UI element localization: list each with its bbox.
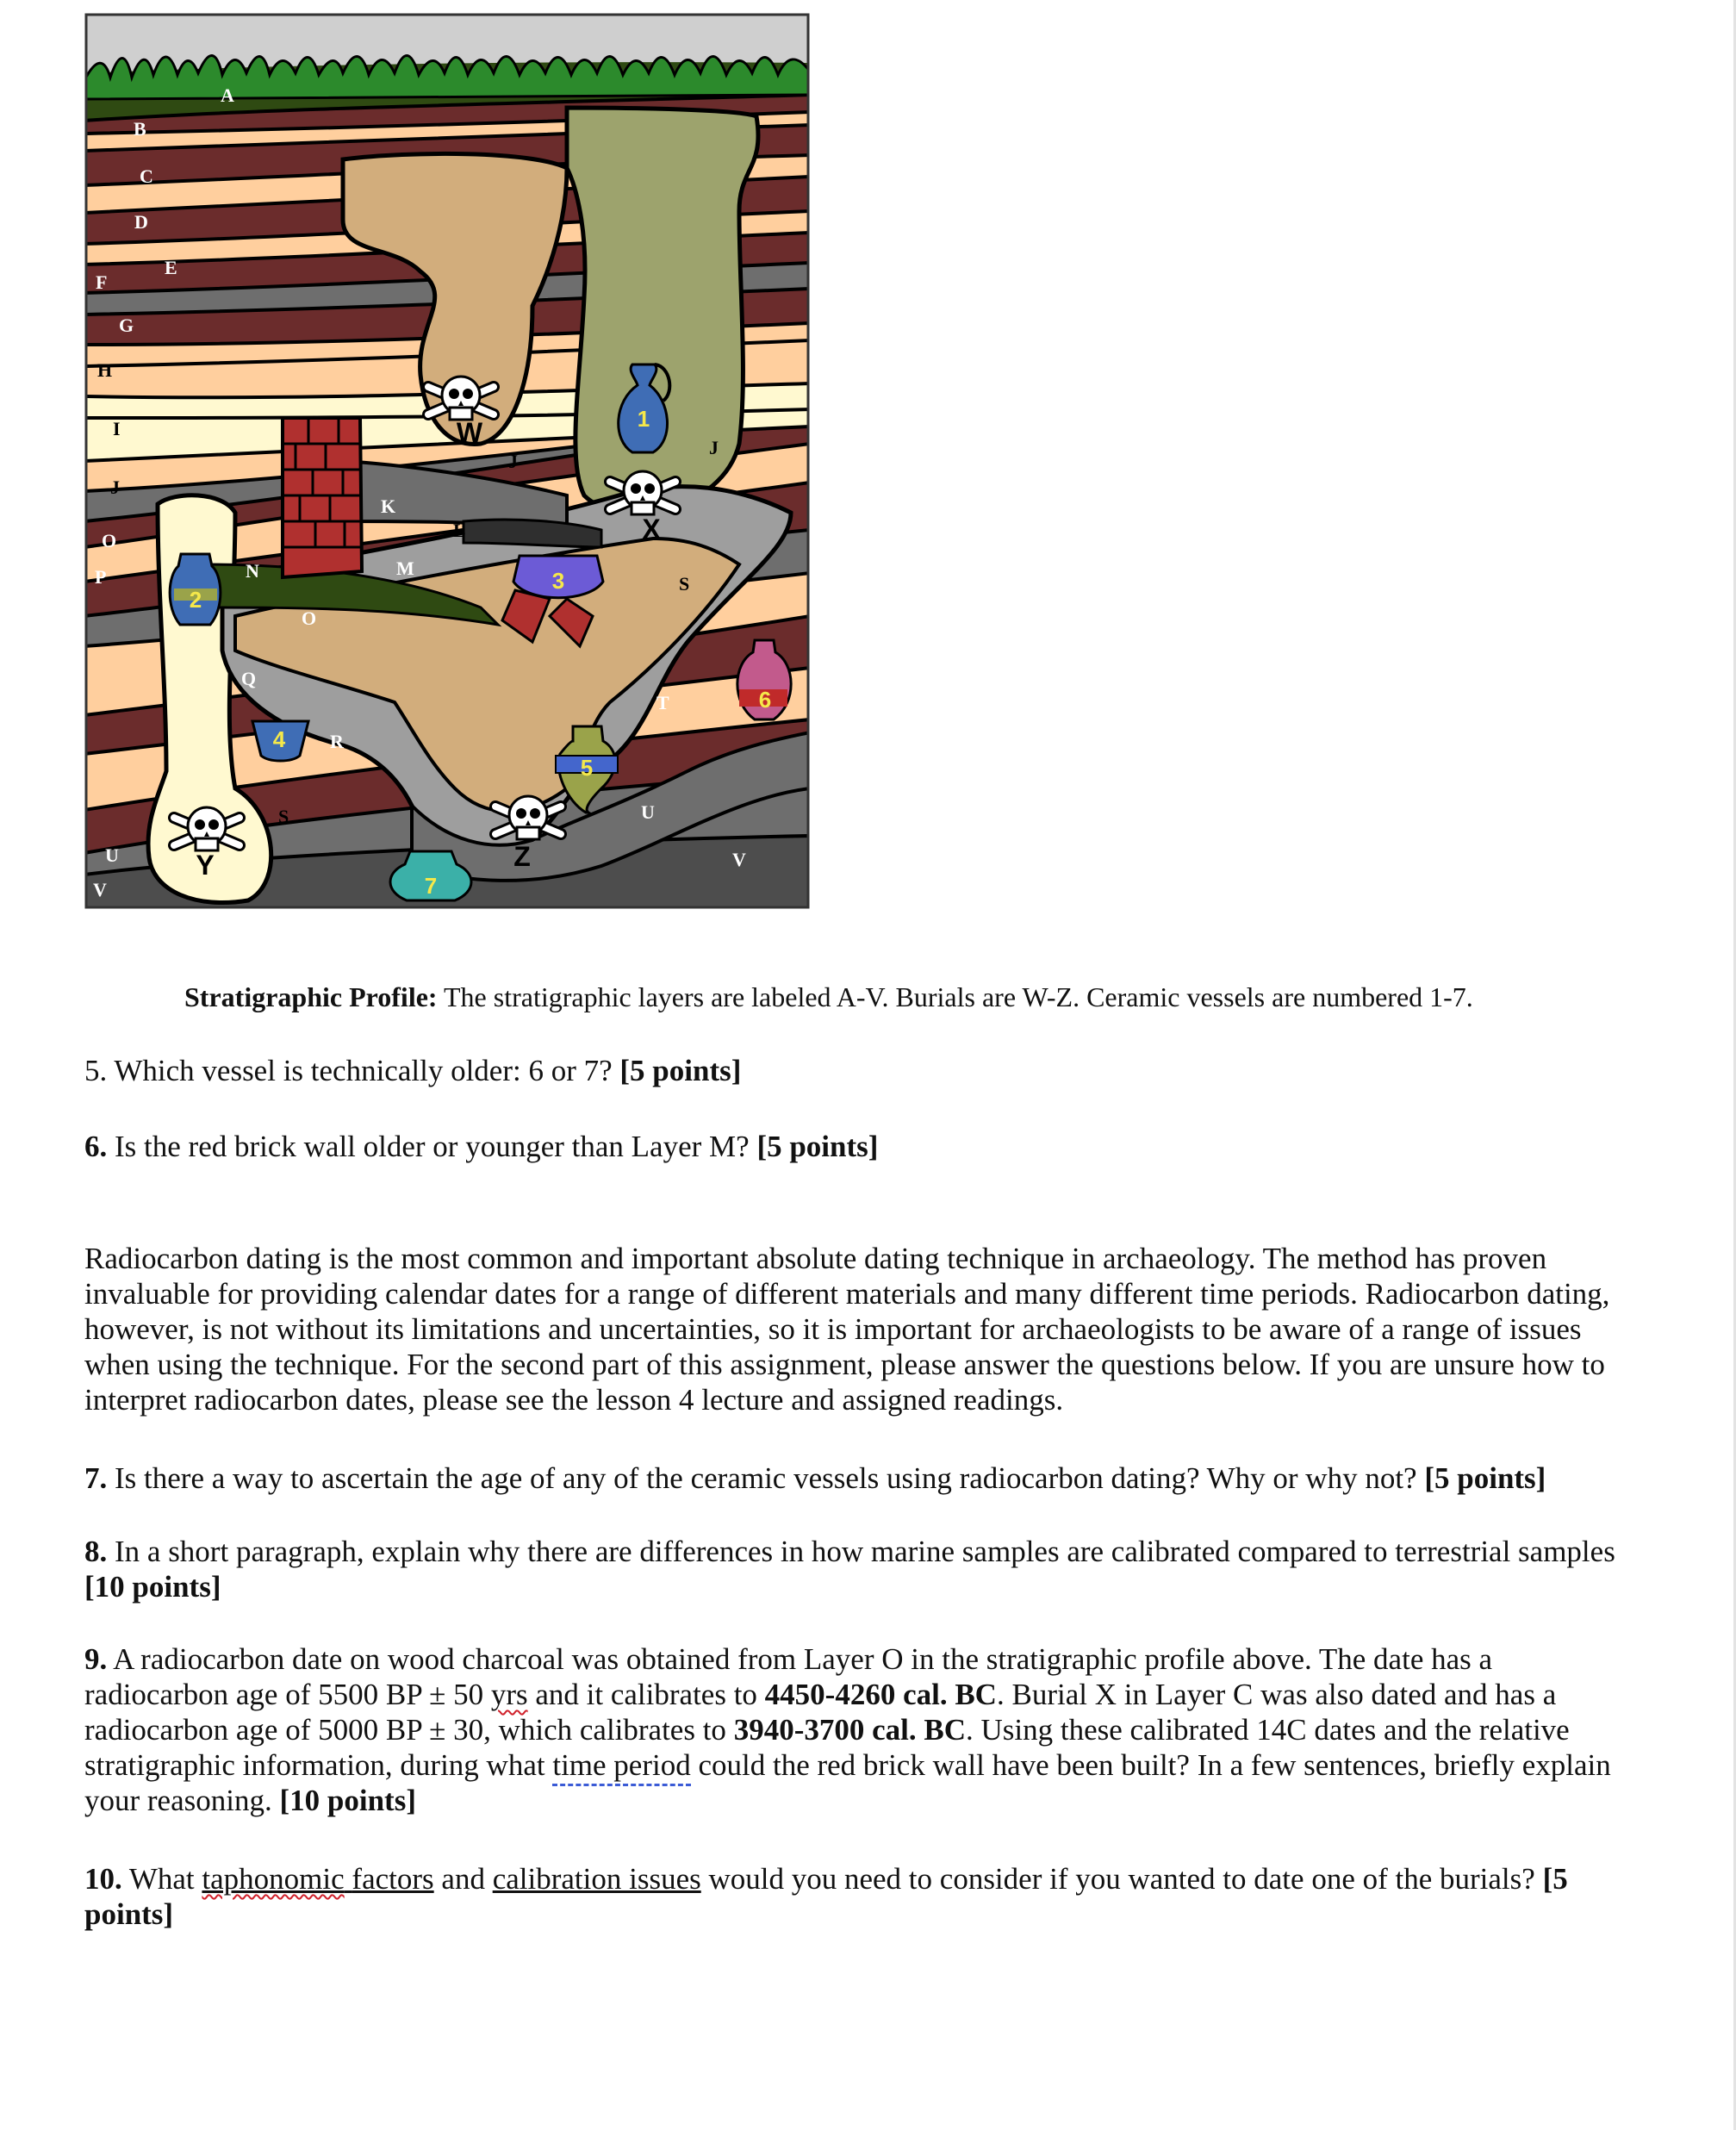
layer-label-v-left: V bbox=[93, 879, 107, 900]
layer-label-v-right: V bbox=[732, 849, 746, 870]
layer-label-m: M bbox=[396, 557, 414, 579]
q10-text-3: would you need to consider if you wanted to date one of the burials? bbox=[700, 1862, 1543, 1896]
layer-label-n: N bbox=[246, 560, 259, 582]
layer-label-e: E bbox=[165, 257, 177, 278]
vessel-2-label: 2 bbox=[189, 587, 202, 613]
q9-text-1: A radiocarbon date on wood charcoal was obtained from Layer O in the stratigraphic profile above. The date has a radiocarbon age of 5500 BP ± 50 bbox=[84, 1642, 1493, 1711]
layer-label-t: T bbox=[656, 692, 669, 713]
layer-label-o-center: O bbox=[302, 607, 317, 629]
q9-number: 9. bbox=[84, 1642, 108, 1676]
q7-number: 7. bbox=[84, 1461, 108, 1495]
q8-text: In a short paragraph, explain why there are differences in how marine samples are calibrated compared to terrestrial samples bbox=[107, 1535, 1615, 1568]
q5-text: . Which vessel is technically older: 6 or 7? bbox=[99, 1054, 620, 1087]
q9-points: [10 points] bbox=[279, 1784, 416, 1817]
vessel-3 bbox=[513, 556, 603, 598]
layer-label-h: H bbox=[97, 359, 113, 381]
layer-label-j-right: J bbox=[709, 437, 719, 458]
question-7 bbox=[84, 1460, 1635, 1496]
layer-label-l: L bbox=[453, 520, 466, 541]
layer-label-r: R bbox=[330, 731, 344, 752]
vessel-2 bbox=[170, 554, 221, 625]
layer-label-u-left: U bbox=[105, 844, 119, 866]
q8-points: [10 points] bbox=[84, 1570, 221, 1604]
stratigraphic-profile-figure bbox=[84, 13, 810, 909]
q10-calibration-issues: calibration issues bbox=[492, 1862, 701, 1896]
layer-label-q: Q bbox=[241, 668, 257, 689]
caption-lead: Stratigraphic Profile: bbox=[184, 981, 438, 1012]
layer-label-p: P bbox=[95, 566, 107, 588]
layer-label-j-left: J bbox=[110, 476, 120, 498]
q9-date-o: 4450-4260 cal. BC bbox=[764, 1678, 997, 1711]
vessel-1-label: 1 bbox=[637, 406, 650, 432]
layer-label-o-left: O bbox=[102, 530, 117, 551]
q10-number: 10. bbox=[84, 1862, 122, 1896]
q9-text-5: could the red brick wall have been built? In a few sentences, briefly explain your reasoning. bbox=[84, 1748, 1611, 1817]
q7-text: Is there a way to ascertain the age of any of the ceramic vessels using radiocarbon dating? Why or why not? bbox=[107, 1461, 1425, 1495]
question-8 bbox=[84, 1534, 1635, 1604]
burial-x-label: X bbox=[642, 514, 661, 545]
q6-text: Is the red brick wall older or younger than Layer M? bbox=[107, 1130, 757, 1163]
layer-label-d: D bbox=[134, 211, 148, 233]
question-10 bbox=[84, 1861, 1635, 1932]
layer-label-g: G bbox=[119, 315, 134, 336]
figure-caption bbox=[184, 980, 1473, 1014]
q10-taphonomic: taphonomic bbox=[202, 1862, 345, 1896]
q6-points: [5 points] bbox=[756, 1130, 879, 1163]
question-9 bbox=[84, 1641, 1635, 1818]
q7-points: [5 points] bbox=[1424, 1461, 1546, 1495]
vessel-7-label: 7 bbox=[424, 873, 438, 899]
layer-label-f: F bbox=[96, 271, 108, 293]
question-6 bbox=[84, 1129, 1635, 1164]
q10-points: [5 points] bbox=[84, 1862, 1568, 1931]
layer-label-u-right: U bbox=[641, 801, 655, 823]
q9-yrs-misspelling: yrs bbox=[490, 1678, 528, 1711]
q9-text-2: and it calibrates to bbox=[527, 1678, 765, 1711]
vessel-4-label: 4 bbox=[272, 726, 286, 752]
layer-label-c: C bbox=[140, 165, 153, 187]
burial-z-label: Z bbox=[513, 841, 531, 872]
layer-label-a: A bbox=[221, 84, 234, 106]
burial-y-label: Y bbox=[196, 850, 215, 881]
q9-time-period: time period bbox=[552, 1748, 690, 1786]
q5-points: [5 points] bbox=[619, 1054, 742, 1087]
vessel-6-label: 6 bbox=[758, 687, 772, 713]
q9-date-x: 3940-3700 cal. BC bbox=[733, 1713, 966, 1747]
layer-label-s-left: S bbox=[278, 806, 289, 827]
q5-number: 5 bbox=[84, 1054, 100, 1087]
layer-label-j-center: J bbox=[508, 451, 518, 472]
layer-label-s-right: S bbox=[679, 573, 690, 595]
vessel-3-label: 3 bbox=[551, 568, 565, 594]
layer-label-i: I bbox=[113, 418, 121, 439]
question-5 bbox=[84, 1053, 1635, 1088]
burial-w-label: W bbox=[456, 417, 483, 448]
layer-label-k: K bbox=[381, 495, 396, 517]
intro-text: Radiocarbon dating is the most common and important absolute dating technique in archaeology. The method has proven invaluable for providing calendar dates for a range of different materials and many different time periods. Radiocarbon dating, however, is not without its limitations and uncertainties, so it is important for archaeologists to be aware of a range of issues when using the technique. For the second part of this assignment, please answer the questions below. If you are unsure how to interpret radiocarbon dates, please see the lesson 4 lecture and assigned readings. bbox=[84, 1242, 1610, 1417]
q10-text-1: What bbox=[121, 1862, 202, 1896]
q6-number: 6. bbox=[84, 1130, 108, 1163]
q10-factors: factors bbox=[352, 1862, 434, 1896]
q9-text-4: . Using these calibrated 14C dates and the relative stratigraphic information, during what bbox=[84, 1713, 1570, 1782]
q9-text-3: . Burial X in Layer C was also dated and has a radiocarbon age of 5000 BP ± 30, which calibrates to bbox=[84, 1678, 1557, 1747]
layer-label-b: B bbox=[134, 118, 146, 140]
q8-number: 8. bbox=[84, 1535, 108, 1568]
q10-text-2: and bbox=[433, 1862, 493, 1896]
vessel-4 bbox=[252, 721, 308, 761]
intro-paragraph bbox=[84, 1241, 1635, 1417]
vessel-5-label: 5 bbox=[580, 755, 594, 781]
caption-text: The stratigraphic layers are labeled A-V. Burials are W-Z. Ceramic vessels are numbered 1-7. bbox=[437, 981, 1473, 1012]
